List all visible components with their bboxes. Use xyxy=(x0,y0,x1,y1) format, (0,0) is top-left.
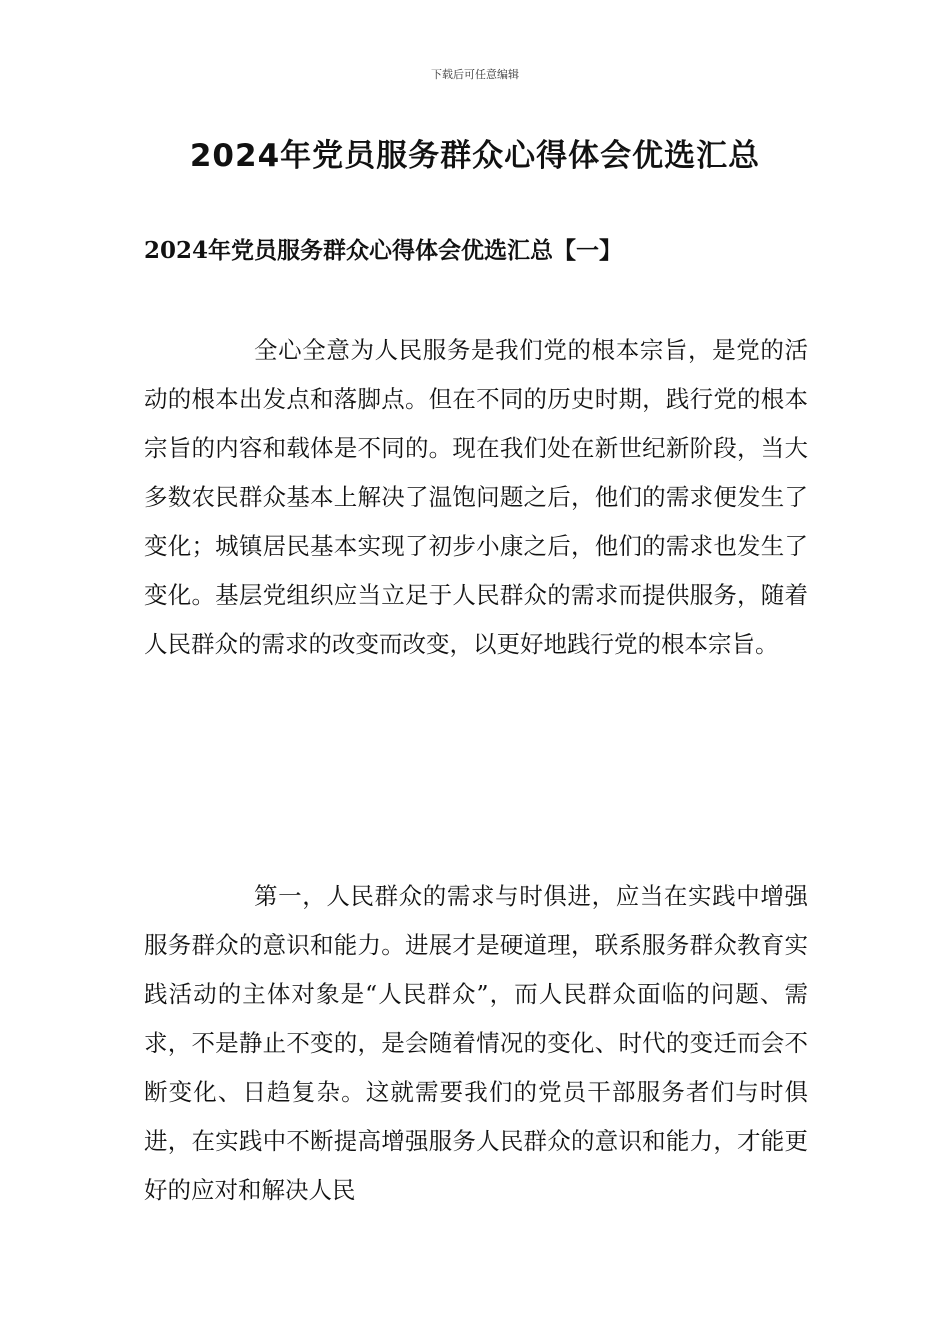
section-heading: 2024年党员服务群众心得体会优选汇总【一】 xyxy=(144,237,623,264)
header-note: 下载后可任意编辑 xyxy=(431,68,519,81)
document-title: 2024年党员服务群众心得体会优选汇总 xyxy=(189,138,761,174)
body-paragraph-1: 全心全意为人民服务是我们党的根本宗旨，是党的活动的根本出发点和落脚点。但在不同的历史时期，践行党的根本宗旨的内容和载体是不同的。现在我们处在新世纪新阶段，当大多数农民群众基本上解决了温饱问题之后，他们的需求便发生了变化；城镇居民基本实现了初步小康之后，他们的需求也发生了变化。基层党组织应当立足于人民群众的需求而提供服务，随着人民群众的需求的改变而改变，以更好地践行党的根本宗旨。 xyxy=(144,336,808,658)
body-paragraph-2: 第一，人民群众的需求与时俱进，应当在实践中增强服务群众的意识和能力。进展才是硬道理，联系服务群众教育实践活动的主体对象是“人民群众”，而人民群众面临的问题、需求，不是静止不变的，是会随着情况的变化、时代的变迁而会不断变化、日趋复杂。这就需要我们的党员干部服务者们与时俱进，在实践中不断提高增强服务人民群众的意识和能力，才能更好的应对和解决人民 xyxy=(144,882,808,1204)
